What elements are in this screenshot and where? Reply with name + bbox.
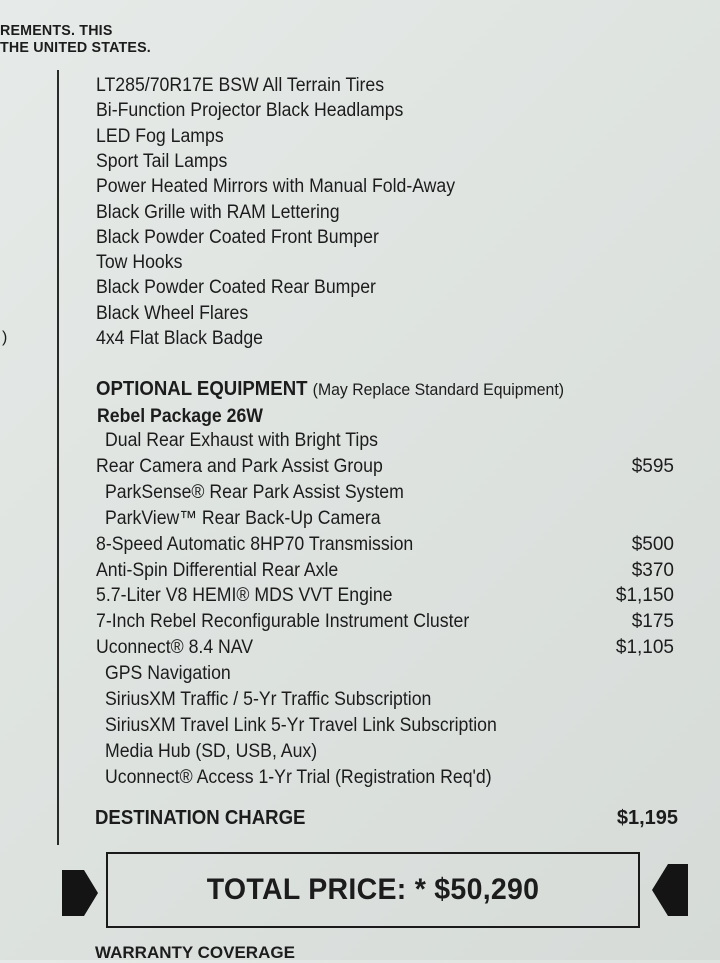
optional-equipment-heading: OPTIONAL EQUIPMENT (May Replace Standard Equipment) [96, 378, 565, 400]
optional-item-price: $1,150 [615, 585, 674, 607]
optional-item-label: GPS Navigation [105, 663, 231, 685]
standard-item: Bi-Function Projector Black Headlamps [96, 100, 404, 122]
total-price-box [106, 852, 640, 928]
standard-item: Black Powder Coated Front Bumper [96, 226, 379, 248]
standard-item: LED Fog Lamps [96, 125, 224, 147]
total-price: TOTAL PRICE: * $50,290 [206, 873, 540, 906]
warranty-heading: WARRANTY COVERAGE [95, 943, 295, 962]
standard-item: Sport Tail Lamps [96, 150, 228, 172]
standard-item: Black Powder Coated Rear Bumper [96, 277, 376, 299]
optional-item-label: 8-Speed Automatic 8HP70 Transmission [96, 533, 414, 555]
optional-item-label: Uconnect® Access 1-Yr Trial (Registration Req'd) [105, 766, 492, 788]
destination-charge-label: DESTINATION CHARGE [95, 807, 306, 829]
margin-rule [57, 70, 59, 845]
standard-item: Power Heated Mirrors with Manual Fold-Away [96, 176, 456, 198]
standard-item: 4x4 Flat Black Badge [96, 328, 263, 349]
optional-item-label: SiriusXM Traffic / 5-Yr Traffic Subscription [105, 689, 432, 710]
optional-item-label: 7-Inch Rebel Reconfigurable Instrument Cluster [96, 611, 470, 633]
standard-item: Black Grille with RAM Lettering [96, 201, 340, 223]
optional-item-label: Uconnect® 8.4 NAV [96, 637, 254, 659]
optional-item-label: ParkSense® Rear Park Assist System [105, 481, 404, 503]
optional-equipment-note: (May Replace Standard Equipment) [312, 380, 565, 399]
optional-item-label: SiriusXM Travel Link 5-Yr Travel Link Subscription [105, 714, 497, 736]
optional-item-label: Media Hub (SD, USB, Aux) [105, 740, 318, 762]
optional-item-label: Anti-Spin Differential Rear Axle [96, 559, 339, 581]
rebel-package-title: Rebel Package 26W [97, 406, 263, 427]
optional-item-label: Rear Camera and Park Assist Group [96, 455, 383, 477]
optional-item-price: $500 [631, 533, 674, 555]
left-arrow-icon [62, 858, 98, 928]
optional-item-label: 5.7-Liter V8 HEMI® MDS VVT Engine [96, 585, 393, 607]
optional-item-price: $1,105 [615, 637, 674, 659]
destination-charge-price: $1,195 [616, 807, 678, 829]
header-line-2: THE UNITED STATES. [0, 39, 151, 56]
header-line-1: REMENTS. THIS [0, 22, 113, 39]
standard-item: LT285/70R17E BSW All Terrain Tires [96, 75, 385, 96]
right-arrow-icon [652, 852, 688, 928]
optional-item-price: $595 [631, 455, 674, 477]
optional-item-price: $175 [631, 611, 674, 633]
optional-item-label: ParkView™ Rear Back-Up Camera [105, 507, 381, 529]
standard-item: Black Wheel Flares [96, 302, 249, 324]
optional-item-label: Dual Rear Exhaust with Bright Tips [105, 430, 379, 451]
standard-item: Tow Hooks [96, 252, 183, 274]
optional-item-price: $370 [631, 559, 674, 581]
side-mark: ) [2, 329, 8, 346]
